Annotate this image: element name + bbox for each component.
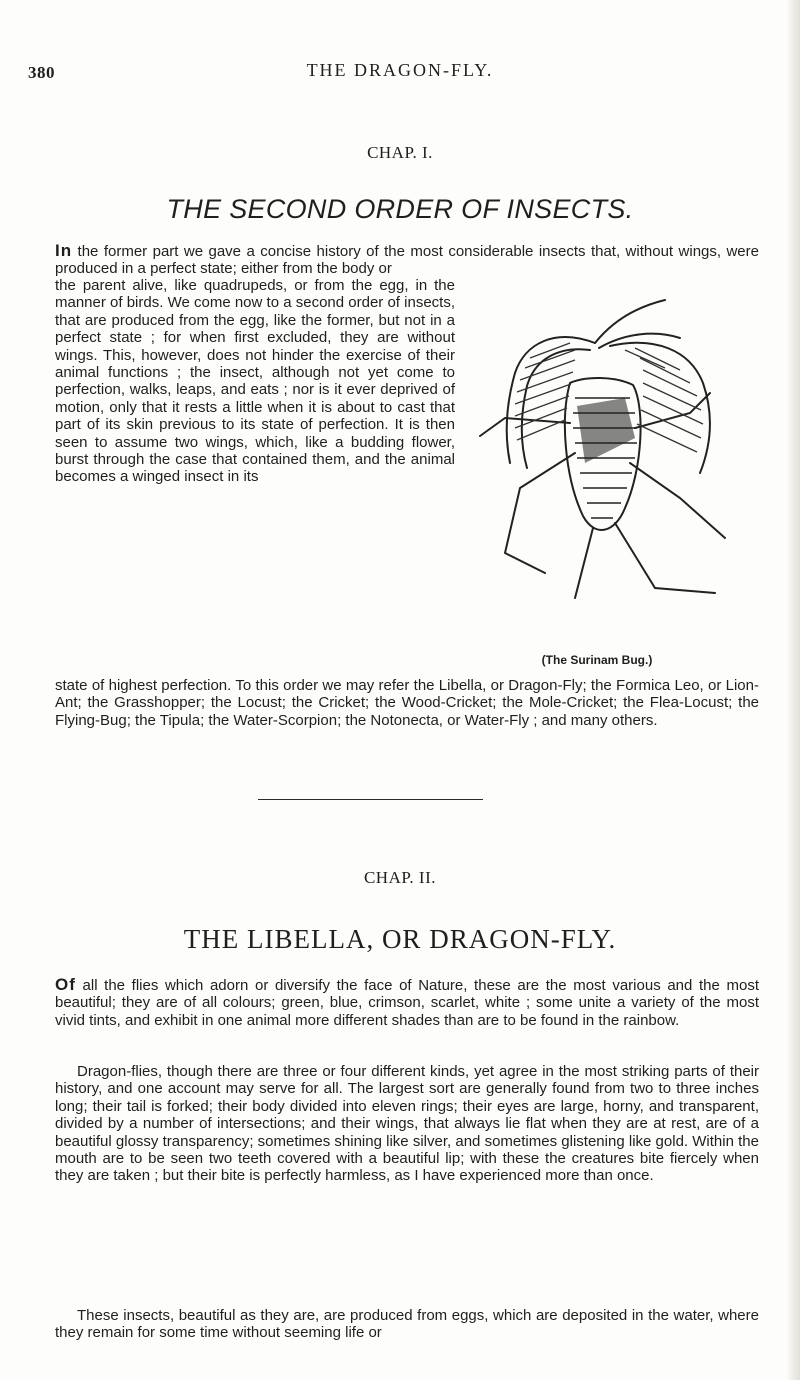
section-divider xyxy=(258,799,483,800)
paragraph-text: all the flies which adorn or diversify the face of Nature, these are the most various and the most beautiful; they are of all colours; green, blue, crimson, scarlet, white ; some unite a variety of the most vivid tints, and exhibit in one animal more different shades than are to be found in the rainbow. xyxy=(55,977,759,1029)
running-head: THE DRAGON-FLY. xyxy=(306,60,494,80)
page-number: 380 xyxy=(28,63,55,82)
drop-cap-in: In xyxy=(55,241,73,260)
chapter-1-label: CHAP. I. xyxy=(367,143,433,162)
figure-caption: (The Surinam Bug.) xyxy=(541,653,653,667)
surinam-bug-illustration xyxy=(475,288,740,643)
chapter-1-title: THE SECOND ORDER OF INSECTS. xyxy=(166,194,634,224)
chapter-1-paragraph-closing: state of highest perfection. To this order we may refer the Libella, or Dragon-Fly; the Formica Leo, or Lion-Ant; the Grasshopper; the Locust; the Cricket; the Wood-Cricket; the Mole-Cricket; the Flea-Locust; the Flying-Bug; the Tipula; the Water-Scorpion; the Notonecta, or Water-Fly ; and many others. xyxy=(55,677,759,729)
chapter-1-paragraph-wrapped: the parent alive, like quadrupeds, or from the egg, in the manner of birds. We come now to a second order of insects, that are produced from the egg, like the former, but not in a perfect state ; for when first excluded, they are without wings. This, however, does not hinder the exercise of their animal functions ; the insect, although not yet come to perfection, walks, leaps, and eats ; nor is it ever deprived of motion, only that it rests a little when it is about to cast that part of its skin previous to its state of perfection. It is then seen to assume two wings, which, like a budding flower, burst through the case that contained them, and the animal becomes a winged insect in its xyxy=(55,277,455,486)
chapter-1-paragraph-opening xyxy=(55,242,759,278)
drop-cap-of: Of xyxy=(55,975,76,994)
chapter-2-label: CHAP. II. xyxy=(363,868,437,887)
chapter-2-paragraph-1 xyxy=(55,976,759,1029)
surinam-bug-icon xyxy=(475,288,740,643)
paragraph-text: the former part we gave a concise history of the most considerable insects that, without wings, were produced in a perfect state; either from the body or xyxy=(55,243,759,278)
chapter-2-paragraph-2: Dragon-flies, though there are three or four different kinds, yet agree in the most striking parts of their history, and one account may serve for all. The largest sort are generally found from two to three inches long; their tail is forked; their body divided into eleven rings; their eyes are large, horny, and transparent, divided by a number of intersections; and their wings, that always lie flat when they are at rest, are of a beautiful glossy transparency; sometimes shining like silver, and sometimes glistening like gold. Within the mouth are to be seen two teeth covered with a beautiful lip; with these the creatures bite fiercely when they are taken ; but their bite is perfectly harmless, as I have experienced more than once. xyxy=(55,1063,759,1185)
chapter-2-paragraph-3: These insects, beautiful as they are, are produced from eggs, which are deposited in the water, where they remain for some time without seeming life or xyxy=(55,1307,759,1342)
chapter-2-title: THE LIBELLA, OR DRAGON-FLY. xyxy=(183,924,617,954)
